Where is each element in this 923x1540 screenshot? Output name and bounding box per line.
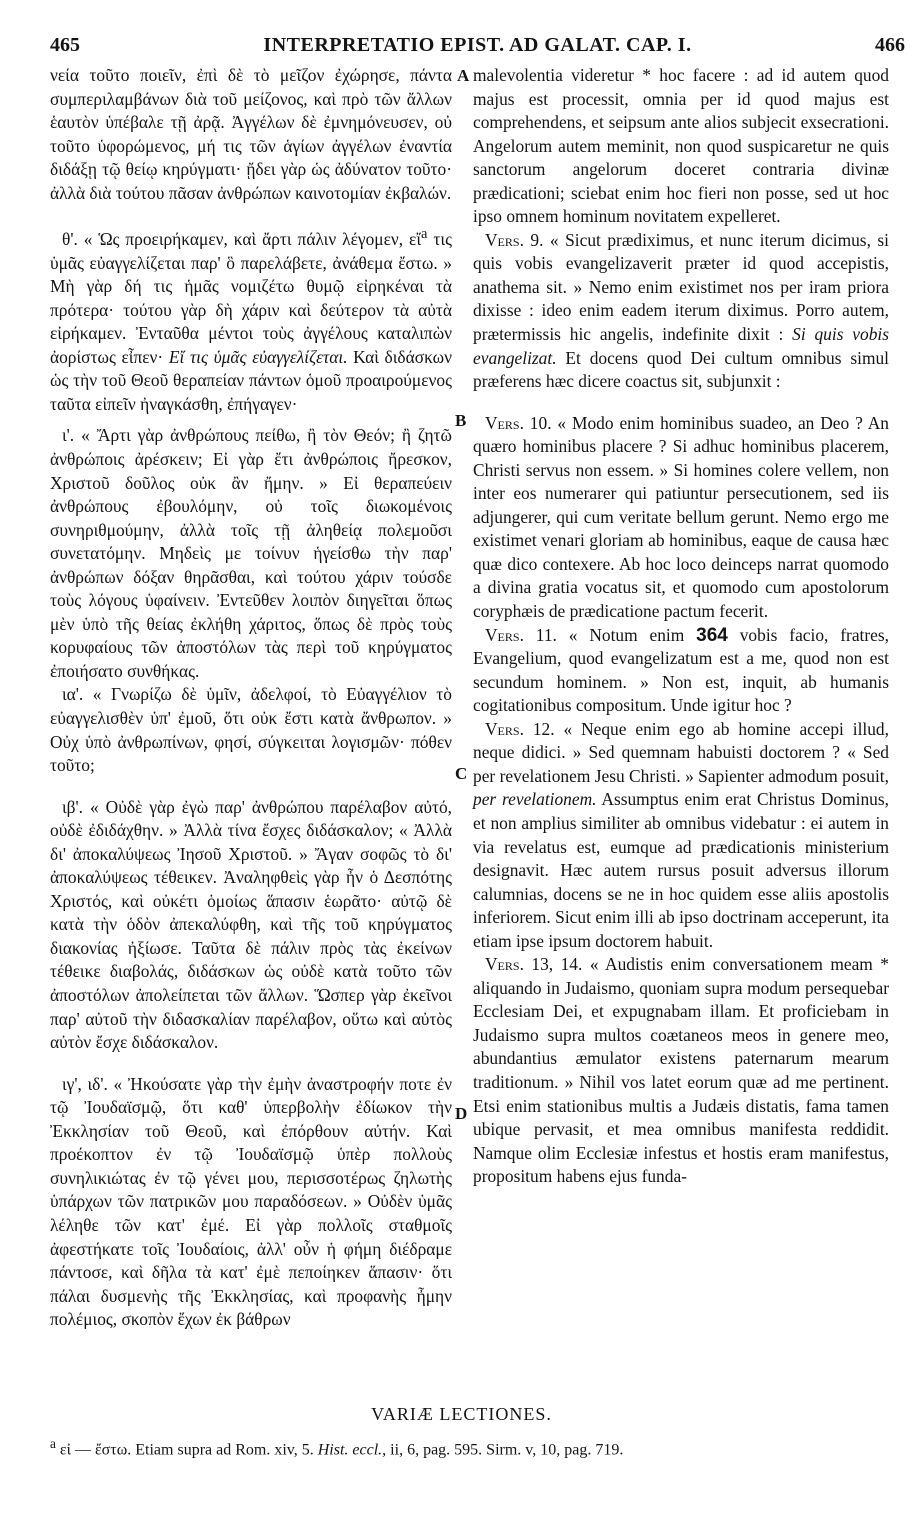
- latin-paragraph-verse-13-14: [473, 953, 889, 1188]
- latin-italic-quote: per revelationem.: [473, 789, 597, 810]
- latin-text: « Audistis enim conversationem meam * aliquando in Judaismo, quoniam supra modum persequebar Ecclesiam Dei, et expugnabam illam. Et proficiebam in Judaismo supra multos coætaneos meos in genere meo, abundantius æmulator existens paternarum mearum traditionum. » Nihil vos latet eorum quæ ad me pertinent. Etsi enim stationibus multis a Judæis distatis, fama tamen ubique pervasit, et mea omnibus manifesta reddidit. Namque olim Ecclesiæ infestus et hostis eram manifestus, propositum habens ejus funda-: [473, 954, 889, 1187]
- running-title: INTERPRETATIO EPIST. AD GALAT. CAP. I.: [263, 34, 692, 56]
- margin-letter-c: C: [455, 764, 468, 783]
- latin-text: « Sicut prædiximus, et nunc iterum dicimus, si quis vobis evangelizaverit præter id quod accepistis, anathema sit. » Nemo enim existimet nos per iram priora dixisse : ideo enim eadem iterum diximus. Porro autem, prætermissis hic angelis, indefinite dixit :: [473, 229, 889, 345]
- latin-column: [473, 64, 889, 1189]
- greek-paragraph-verse-13-14: ιγ', ιδ'. « Ἠκούσατε γὰρ τὴν ἐμὴν ἀναστροφήν ποτε ἐν τῷ Ἰουδαϊσμῷ, ὅτι καθ' ὑπερβολὴν ἐδίωκον τὴν Ἐκκλησίαν τοῦ Θεοῦ, καὶ ἐπόρθουν αὐτήν. Καὶ προέκοπτον ἐν τῷ Ἰουδαϊσμῷ ὑπὲρ πολλοὺς συνηλικιώτας ἐν τῷ γένει μου, περισσοτέρως ζηλωτὴς ὑπάρχων τῶν πατρικῶν μου παραδόσεων. » Οὐδὲν ὑμᾶς λέληθε τῶν κατ' ἐμέ. Εἰ γὰρ πολλοῖς σταθμοῖς ἀφεστήκατε τοῖς Ἰουδαίοις, ἀλλ' οὖν ἡ φήμη διέδραμε πάντοσε, καὶ δῆλα τὰ κατ' ἐμὲ πεποίηκεν ἅπασιν· ὅτι πάλαι δυσμενὴς τῆς Ἐκκλησίας, καὶ προφανὴς ἦμην πολέμιος, σκοπὸν ἔχων ἐκ βάθρων: [50, 1073, 452, 1330]
- verse-label: Vers. 11.: [485, 624, 557, 645]
- column-number: 364: [696, 624, 728, 646]
- footnote: [50, 1436, 910, 1459]
- page-number-right: 466: [875, 34, 905, 56]
- margin-letter-b: B: [455, 411, 467, 430]
- page-number-left: 465: [50, 34, 80, 56]
- footnote-marker: a: [50, 1436, 56, 1451]
- greek-paragraph-verse-9: [50, 223, 452, 416]
- page-header: [50, 30, 905, 60]
- verse-label: Vers. 9.: [485, 229, 544, 250]
- latin-text: « Notum enim: [556, 624, 697, 645]
- latin-paragraph: malevolentia videretur * hoc facere : ad id autem quod majus est processit, omnia per id quod majus est comprehendens, et seipsum ante alios subjecit exsecrationi. Angelorum autem meminit, non quod suspicaretur ne quis sanctorum angelorum doceret contraria divinæ prædicationi; sciebat enim hoc fieri non posse, sed ut hoc ipso omnem hominum novitatem expelleret.: [473, 65, 889, 227]
- margin-letter-d: D: [455, 1104, 468, 1123]
- latin-text: « Neque enim ego ab homine accepi illud, neque didici. » Sed quemnam habuisti doctorem ? « Sed per revelationem Jesu Christi. » Sapienter admodum posuit,: [473, 718, 889, 786]
- greek-paragraph-verse-10: ι'. « Ἄρτι γὰρ ἀνθρώπους πείθω, ἢ τὸν Θεόν; ἢ ζητῶ ἀνθρώποις ἀρέσκειν; Εἰ γὰρ ἔτι ἀνθρώποις ἤρεσκον, Χριστοῦ δοῦλος οὐκ ἂν ἤμην. » Εἰ θεραπεύειν ἀνθρώπους ἐβουλόμην, οὐ τοῖς διωκομένοις συνηριθμούμην, ἀλλὰ τοῖς τῇ ἀληθείᾳ πολεμοῦσι συνετατόμην. Μηδεὶς με τοίνυν ἡγείσθω τὴν παρ' ἀνθρώπων δόξαν θηρᾶσθαι, καὶ τούτου χάριν τούσδε τοὺς λόγους ὑφαίνειν. Ἐντεῦθεν λοιπὸν διηγεῖται ὅπως μὲν ὑπὸ τῆς θείας ἐκλήθη χάριτος, ὅπως δὲ πρὸς τοὺς κορυφαίους τῶν ἀποστόλων τὰς περὶ τοῦ κηρύγματος ἐποιήσατο συνθήκας.: [50, 425, 452, 681]
- latin-text: vobis facio, fratres, Evangelium, quod evangelizatum est a me, quod non est secundum hominem. » Non est, inquit, ab humanis cogitationibus compositum. Unde igitur hoc ?: [473, 624, 890, 716]
- greek-text: τις ὑμᾶς εὐαγγελίζεται παρ' ὃ παρελάβετε, ἀνάθεμα ἔστω. » Μὴ γὰρ δή τις ἡμᾶς νομιζέτω θυμῷ εἰρηκέναι τὰ πρότερα· τούτου γὰρ δὴ χάριν καὶ δεύτερον τὰ αὐτὰ εἰρήκαμεν. Ἐνταῦθα μέντοι τοὺς ἀγγέλους καταλιπὼν ἀορίστως εἶπεν·: [50, 229, 452, 367]
- latin-paragraph-verse-11: [473, 624, 889, 718]
- variae-lectiones-title: VARIÆ LECTIONES.: [371, 1404, 552, 1424]
- verse-label: Vers. 12.: [485, 718, 555, 739]
- greek-paragraph-verse-11: ια'. « Γνωρίζω δὲ ὑμῖν, ἀδελφοί, τὸ Εὐαγγέλιον τὸ εὐαγγελισθὲν ὑπ' ἐμοῦ, ὅτι οὐκ ἔστι κατὰ ἄνθρωπον. » Οὐχ ὑπὸ ἀνθρωπίνων, φησί, σύγκειται λογισμῶν· πόθεν τοῦτο;: [50, 684, 452, 776]
- verse-label: Vers. 13, 14.: [485, 954, 583, 975]
- latin-paragraph-verse-10: [473, 412, 889, 624]
- greek-italic-quote: Εἴ τις ὑμᾶς εὐαγγελίζεται.: [168, 346, 348, 367]
- latin-text: Assumptus enim erat Christus Dominus, et non amplius similiter ab omnibus videbatur : ei autem in via revelatus est, eumque ad prædicationis ministerium designavit. Hæc autem rursus posuit adversus illorum calumnias, docens se ne in hoc quidem esse aliis apostolis inferiorem. Sicut enim illi ab ipso doctrinam acceperunt, ita etiam ipse ipsum doctorem habuit.: [473, 789, 889, 951]
- greek-paragraph: νεία τοῦτο ποιεῖν, ἐπὶ δὲ τὸ μεῖζον ἐχώρησε, πάντα συμπεριλαμβάνων διὰ τοῦ μείζονος, καὶ πρὸ τῶν ἄλλων ἑαυτὸν ὑπέβαλε τῇ ἀρᾷ. Ἀγγέλων δὲ ἐμνημόνευσεν, οὐ τοῦτο ὑφορώμενος, μή τις τῶν ἁγίων ἀγγέλων ἐναντία διδάξῃ τῷ θείῳ κηρύγματι· ᾔδει γὰρ ὡς ἀδύνατον τοῦτο· ἀλλὰ διὰ τούτου πᾶσαν ἀνθρώπων καινοτομίαν ἐκβαλών.: [50, 65, 452, 203]
- footnote-text: , ii, 6, pag. 595. Sirm. v, 10, pag. 719.: [382, 1441, 624, 1459]
- footnote-italic: Hist. eccl.: [317, 1441, 383, 1459]
- greek-paragraph-verse-12: ιβ'. « Οὐδὲ γὰρ ἐγὼ παρ' ἀνθρώπου παρέλαβον αὐτό, οὐδὲ ἐδιδάχθην. » Ἀλλὰ τίνα ἔσχες διδάσκαλον; « Ἀλλὰ δι' ἀποκαλύψεως Ἰησοῦ Χριστοῦ. » Ἄγαν σοφῶς τὸ δι' ἀποκαλύψεως τέθεικεν. Ἀναληφθεὶς γὰρ ἦν ὁ Δεσπότης Χριστός, καὶ οὐκέτι ὁμοίως ἅπασιν ἑωρᾶτο· αὐτῷ δὲ κατὰ τὴν ὁδὸν ἀπεκαλύφθη, καὶ τῆς τοῦ κηρύγματος διακονίας ἠξίωσε. Ταῦτα δὲ πάλιν πρὸς τὰς ἐκείνων τέθεικε διαβολάς, διδάσκων ὡς οὐδὲ κατὰ τοῦτο τῶν ἀποστόλων ἀπολείπεται τῶν ἄλλων. Ὥσπερ γὰρ ἐκεῖνοι παρ' αὐτοῦ τὴν διδασκαλίαν παρέλαβον, οὕτω καὶ αὐτὸς αὐτὸν ἔσχε διδάσκαλον.: [50, 796, 452, 1053]
- latin-paragraph-verse-12: [473, 718, 889, 953]
- footnote-marker: a: [421, 226, 428, 243]
- margin-letter-a: A: [457, 66, 470, 85]
- latin-text: « Modo enim hominibus suadeo, an Deo ? An quæro hominibus placere ? Si adhuc hominibus placerem, Christi servus non essem. » Si homines colere vellem, non inter eos numerarer qui patiuntur persecutionem, sed iis adjungerer, qui cum veritate bellum gerunt. Nemo ergo me existimet venari gloriam ab hominibus, eaque de causa hæc quæ dico contexere. Ab hoc loco deinceps narrat quomodo a divina gratia vocatus sit, et quomodo cum apostolorum coryphæis de prædicatione pactum fecerit.: [473, 412, 889, 622]
- latin-text: Et docens quod Dei cultum omnibus simul præferens hæc dicere coactus sit, subjunxit :: [473, 347, 889, 392]
- verse-label: Vers. 10.: [485, 412, 552, 433]
- latin-paragraph-verse-9: [473, 229, 889, 394]
- greek-text: Καὶ διδάσκων ὡς τὴν τοῦ Θεοῦ θεραπείαν πάντων ὁμοῦ προαιρούμενος ταῦτα εἰπεῖν ἠναγκάσθη, ἐπήγαγεν·: [50, 346, 452, 414]
- latin-italic-quote: Si quis vobis evangelizat.: [473, 324, 890, 368]
- footnote-text: εἰ — ἔστω. Etiam supra ad Rom. xiv, 5.: [55, 1441, 318, 1459]
- greek-text: θ'. « Ὡς προειρήκαμεν, καὶ ἄρτι πάλιν λέγομεν, εἴ: [62, 229, 422, 250]
- greek-column: [50, 64, 452, 1332]
